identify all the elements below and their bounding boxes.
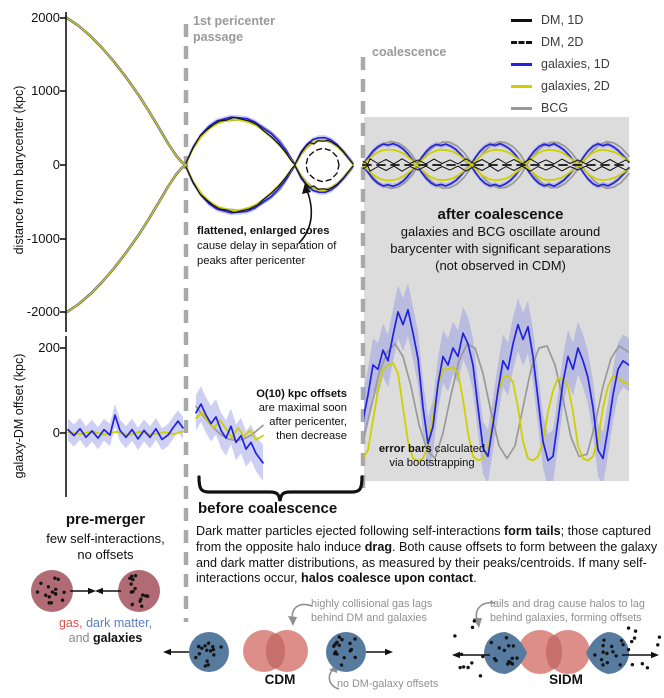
tail-dot <box>471 626 474 629</box>
label-cdm: CDM <box>264 672 296 687</box>
motion-arrow-head <box>385 649 393 655</box>
series-gal2d <box>66 17 186 165</box>
galaxy-dot <box>490 641 493 644</box>
galaxy-dot <box>515 656 518 659</box>
y-tick-label: 0 <box>52 157 60 172</box>
before-coalescence-brace <box>199 477 362 501</box>
galaxy-dot <box>54 588 57 591</box>
galaxy-dot <box>340 663 343 666</box>
galaxy-dot <box>503 649 506 652</box>
premerger-halo <box>118 570 160 612</box>
galaxy-dot <box>131 603 134 606</box>
legend <box>511 9 610 119</box>
premerger-diagram <box>31 570 160 612</box>
galaxy-dot <box>601 663 604 666</box>
tail-dot <box>656 643 659 646</box>
galaxy-dot <box>605 652 608 655</box>
galaxy-dot <box>606 661 609 664</box>
galaxy-dot <box>204 664 207 667</box>
series-dm2d <box>306 148 339 182</box>
caption-gas-dm-galaxies: gas, dark matter, and galaxies <box>58 616 153 645</box>
galaxy-dot <box>207 641 210 644</box>
dm-2d-line-icon <box>511 41 532 44</box>
galaxy-dot <box>134 574 137 577</box>
galaxy-dot <box>47 601 50 604</box>
galaxy-dot <box>194 656 197 659</box>
galaxy-dot <box>619 663 622 666</box>
tail-dot <box>462 665 465 668</box>
tail-dot <box>627 648 630 651</box>
galaxy-dot <box>614 654 617 657</box>
tail-dot <box>658 635 661 638</box>
label-pre-merger: pre-merger <box>65 511 146 528</box>
series-gal2d <box>66 165 186 313</box>
galaxy-dot <box>129 582 132 585</box>
tail-dot <box>646 666 649 669</box>
galaxy-dot <box>338 635 341 638</box>
tail-dot <box>453 634 456 637</box>
galaxy-dot <box>620 639 623 642</box>
galaxy-dot <box>593 653 596 656</box>
galaxy-dot <box>498 646 501 649</box>
galaxy-dot <box>507 644 510 647</box>
legend-item-galaxies-2d: galaxies, 2D <box>511 75 610 97</box>
galaxy-dot <box>512 644 515 647</box>
galaxy-dot <box>203 644 206 647</box>
galaxy-dot <box>140 605 143 608</box>
galaxy-dot <box>601 650 604 653</box>
galaxies-1d-line-icon <box>511 63 532 66</box>
legend-item-galaxies-1d: galaxies, 1D <box>511 53 610 75</box>
galaxy-dot <box>61 599 64 602</box>
galaxy-dot <box>197 645 200 648</box>
galaxy-dot <box>36 590 39 593</box>
tail-dot <box>473 619 476 622</box>
annotation-tails-drag: tails and drag cause halos to lag behind galaxies, forming offsets <box>490 598 645 624</box>
tail-dot <box>470 661 473 664</box>
legend-item-dm-1d: DM, 1D <box>511 9 610 31</box>
galaxy-dot <box>130 590 133 593</box>
cdm-diagram <box>163 630 393 672</box>
galaxy-dot <box>146 595 149 598</box>
label-coalescence: coalescence <box>372 45 447 59</box>
y-tick-label: -2000 <box>26 304 60 319</box>
galaxies-2d-line-icon <box>511 85 532 88</box>
galaxy-dot <box>57 578 60 581</box>
galaxy-dot <box>198 652 201 655</box>
y-tick-label: 2000 <box>31 10 60 25</box>
galaxy-dot <box>53 576 56 579</box>
tail-dot <box>479 674 482 677</box>
galaxy-dot <box>48 595 51 598</box>
annotation-after-coalescence: after coalescence galaxies and BCG oscillate around barycenter with significant separations (not observed in CDM) <box>390 206 611 273</box>
y-tick-label: 0 <box>52 425 60 440</box>
galaxy-dot <box>621 643 624 646</box>
gas-lag-arrow-head <box>288 616 297 626</box>
galaxy-dot <box>611 650 614 653</box>
galaxy-dot <box>200 646 203 649</box>
galaxy-dot <box>128 577 131 580</box>
galaxy-dot <box>348 642 351 645</box>
gas-overlap <box>266 634 285 669</box>
y-axis-label-bottom: galaxy-DM offset (kpc) <box>12 353 26 479</box>
galaxy-dot <box>600 658 603 661</box>
galaxy-dot <box>610 645 613 648</box>
label-before-coalescence: before coalescence <box>198 500 338 517</box>
motion-arrow-head <box>88 588 96 594</box>
tail-dot <box>634 629 637 632</box>
error-band <box>68 404 183 450</box>
galaxy-dot <box>141 593 144 596</box>
galaxy-dot <box>138 600 141 603</box>
annotation-no-offsets: no DM-galaxy offsets <box>337 678 439 690</box>
galaxy-dot <box>349 649 352 652</box>
gas-overlap <box>546 635 562 669</box>
galaxy-dot <box>47 585 50 588</box>
galaxy-dot <box>340 638 343 641</box>
motion-arrow-head <box>95 588 103 594</box>
galaxy-dot <box>212 653 215 656</box>
legend-item-dm-2d: DM, 2D <box>511 31 610 53</box>
galaxy-dot <box>332 645 335 648</box>
legend-item-bcg: BCG <box>511 97 610 119</box>
y-tick-label: 200 <box>38 340 60 355</box>
tail-dot <box>631 663 634 666</box>
bcg-line-icon <box>511 107 532 110</box>
series-gal1d <box>186 117 295 164</box>
galaxy-dot <box>205 649 208 652</box>
series-gal1d <box>186 166 295 213</box>
annotation-o10-offsets: O(10) kpc offsets are maximal soon after pericenter, then decrease <box>256 388 347 442</box>
galaxy-dot <box>133 587 136 590</box>
galaxy-dot <box>602 638 605 641</box>
galaxy-dot <box>354 656 357 659</box>
annotation-error-bars: error bars calculated via bootstrapping <box>378 443 486 469</box>
tail-dot <box>627 626 630 629</box>
tail-dot <box>630 640 633 643</box>
galaxy-dot <box>353 637 356 640</box>
tail-dot <box>458 666 461 669</box>
galaxy-dot <box>505 636 508 639</box>
y-axis-label-top: distance from barycenter (kpc) <box>12 85 26 255</box>
y-tick-label: -1000 <box>26 231 60 246</box>
label-sidm: SIDM <box>549 672 583 687</box>
y-tick-label: 1000 <box>31 83 60 98</box>
motion-arrow-head <box>163 649 171 655</box>
galaxy-dot <box>44 594 47 597</box>
galaxy-dot <box>51 590 54 593</box>
motion-arrow-head <box>452 652 460 658</box>
label-premerger-sub: few self-interactions, no offsets <box>46 531 165 562</box>
galaxy-dot <box>601 644 604 647</box>
galaxy-dot <box>219 645 222 648</box>
galaxy-dot <box>511 662 514 665</box>
sidm-diagram <box>452 619 661 677</box>
galaxy-dot <box>511 657 514 660</box>
dm-1d-line-icon <box>511 19 532 22</box>
tail-dot <box>641 662 644 665</box>
galaxy-dot <box>39 582 42 585</box>
galaxy-dot <box>343 656 346 659</box>
galaxy-dot <box>54 592 57 595</box>
tail-dot <box>633 636 636 639</box>
paragraph-explanation: Dark matter particles ejected following self-interactions form tails; those captured from the opposite halo induce drag. Both cause offsets to form between the galaxy and dark matter distributions, as measured by their peaks/centroids. If many self-interactions occur, halos coalesce upon contact. <box>196 524 658 586</box>
galaxy-dot <box>62 591 65 594</box>
annotation-flattened-cores: flattened, enlarged cores cause delay in separation of peaks after pericenter <box>197 225 337 267</box>
dm-galaxy-halo <box>326 632 366 672</box>
galaxy-dot <box>212 648 215 651</box>
annotation-gas-lag: highly collisional gas lags behind DM and galaxies <box>311 598 433 624</box>
galaxy-dot <box>131 578 134 581</box>
tail-dot <box>466 666 469 669</box>
motion-arrow-head <box>651 652 659 658</box>
label-first-pericenter: 1st pericenter passage <box>193 14 275 44</box>
galaxy-dot <box>338 644 341 647</box>
galaxy-dot <box>493 657 496 660</box>
galaxy-dot <box>205 659 208 662</box>
galaxy-dot <box>335 652 338 655</box>
